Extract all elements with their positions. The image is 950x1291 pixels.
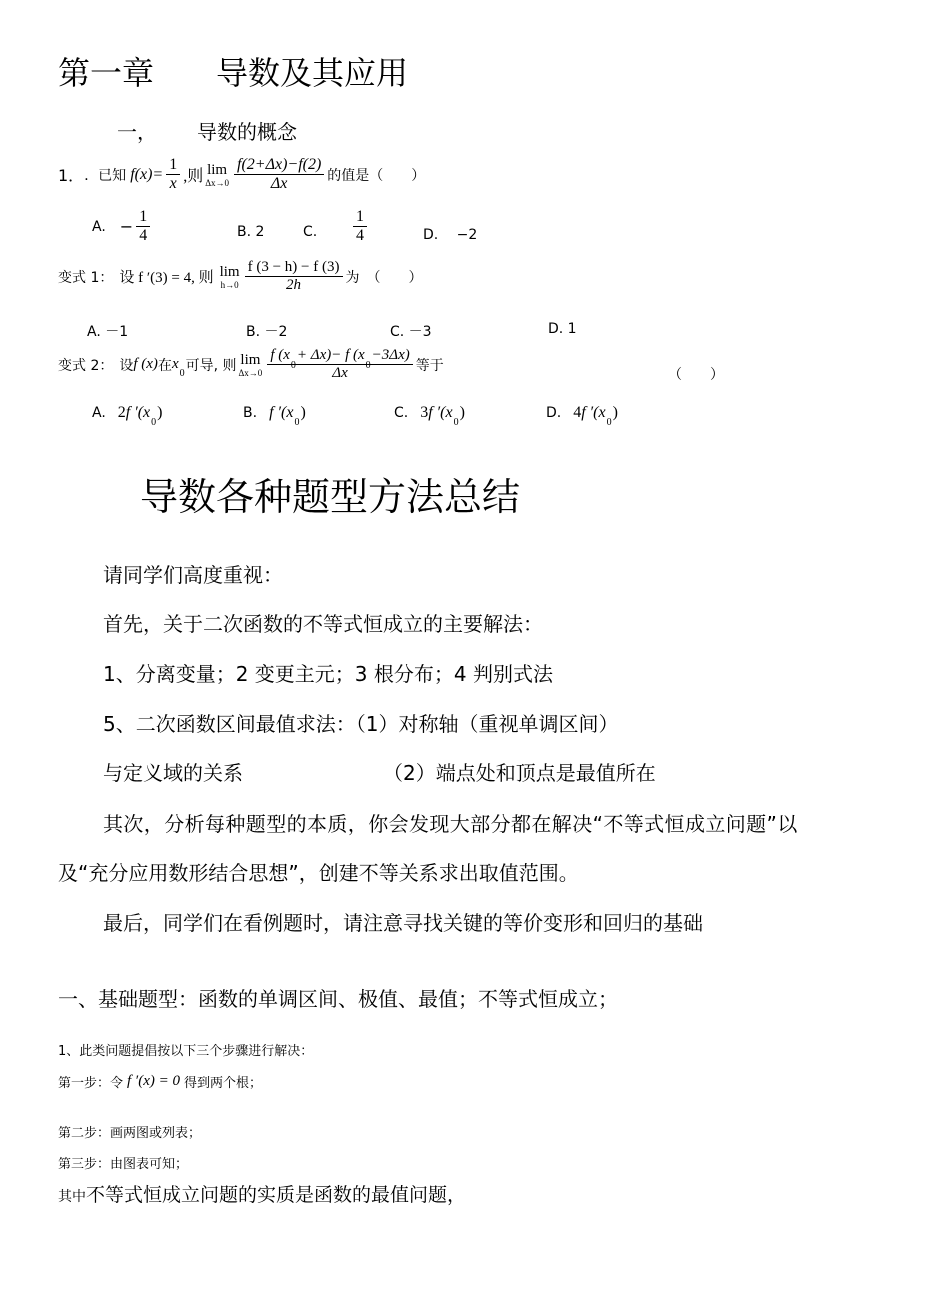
subscript: 0 <box>606 416 612 428</box>
question-number: 1． <box>58 166 85 186</box>
derivative: f ′(x <box>125 404 151 421</box>
denominator: 4 <box>139 227 148 245</box>
denominator: x <box>169 175 177 193</box>
coefficient: 2 <box>117 404 126 421</box>
numerator <box>267 347 412 371</box>
limit-operator: lim <box>240 351 261 368</box>
limit <box>205 162 229 188</box>
limit-subscript: Δx→0 <box>205 177 229 188</box>
subscript: 0 <box>294 416 300 428</box>
variant-1 <box>58 259 423 295</box>
step-prefix: 其中 <box>58 1189 86 1205</box>
variant-suffix: 为 （ ） <box>345 269 423 286</box>
function-def: f(x)= <box>130 165 164 183</box>
variant-label: 变式 2： <box>58 357 114 374</box>
option-label: D. <box>546 405 562 421</box>
numerator: f(2+Δx)−f(2) <box>234 156 324 175</box>
option-label: A. <box>92 405 106 421</box>
option-c-fraction <box>353 208 367 246</box>
option-b: B. －2 <box>246 324 288 340</box>
difference-quotient <box>267 347 412 383</box>
intro-line-2: 首先，关于二次函数的不等式恒成立的主要解法： <box>103 612 543 636</box>
option-b: B. 2 <box>237 224 265 240</box>
step-4 <box>58 1180 466 1207</box>
limit <box>220 264 240 290</box>
intro-line-1: 请同学们高度重视： <box>103 563 283 587</box>
section-number: 一， <box>117 120 157 144</box>
option-a <box>92 404 163 428</box>
chapter-number: 第一章 <box>58 54 155 92</box>
intro-line-6a: 其次，分析每种题型的本质，你会发现大部分都在解决“不等式恒成立问题”以 <box>103 812 798 836</box>
option-label: B. <box>243 405 258 421</box>
step-equation: f ′(x) = 0 <box>127 1073 180 1089</box>
close-paren: ) <box>157 404 163 421</box>
denominator: Δx <box>270 175 288 193</box>
numerator-part: f (x <box>270 347 290 363</box>
subscript: 0 <box>179 368 185 380</box>
option-d: D. 1 <box>548 321 577 337</box>
option-label: C. <box>394 405 409 421</box>
basic-heading: 一、基础题型：函数的单调区间、极值、最值；不等式恒成立； <box>58 987 618 1011</box>
subscript: 0 <box>151 416 157 428</box>
variant-suffix: 等于 <box>415 357 444 374</box>
question-1 <box>58 156 425 194</box>
limit-subscript: Δx→0 <box>238 367 263 378</box>
step-text: 不等式恒成立问题的实质是函数的最值问题， <box>86 1184 467 1206</box>
intro-line-6b: 及“充分应用数形结合思想”，创建不等关系求出取值范围。 <box>58 861 579 885</box>
denominator: Δx <box>332 365 348 382</box>
step-1 <box>58 1072 262 1091</box>
question-prefix: ．已知 <box>84 167 127 184</box>
step-label: 第一步：令 <box>58 1076 124 1091</box>
coefficient: 4 <box>573 404 582 421</box>
intro-line-5a: 与定义域的关系 <box>103 761 243 785</box>
close-paren: ) <box>459 404 465 421</box>
denominator: 4 <box>356 227 364 245</box>
derivative: f ′(x <box>269 404 294 421</box>
derivative: f ′(x <box>428 404 453 421</box>
option-b <box>243 404 306 428</box>
variant-label: 变式 1： <box>58 269 114 286</box>
step-intro: 1、此类问题提倡按以下三个步骤进行解决： <box>58 1044 314 1059</box>
subscript: 0 <box>365 360 371 371</box>
difference-quotient <box>245 259 343 295</box>
numerator: 1 <box>166 156 180 175</box>
premise-function: f (x) <box>133 356 158 373</box>
chapter-name: 导数及其应用 <box>216 54 409 92</box>
section-heading <box>117 116 297 145</box>
step-text: 得到两个根； <box>183 1076 262 1091</box>
limit-subscript: h→0 <box>220 279 239 290</box>
option-c-label: C. <box>303 224 318 240</box>
intro-line-4: 5、二次函数区间最值求法：（1）对称轴（重视单调区间） <box>103 712 619 736</box>
variant-premise: 设 f ′(3) = 4, 则 <box>119 270 214 287</box>
page-title: 导数各种题型方法总结 <box>140 475 521 519</box>
close-paren: ) <box>612 404 618 421</box>
limit-operator: lim <box>219 263 240 280</box>
difference-quotient <box>234 156 324 194</box>
section-name: 导数的概念 <box>197 120 297 144</box>
subscript: 0 <box>453 416 459 428</box>
option-c <box>394 404 465 428</box>
premise-text: 设 <box>119 357 134 374</box>
option-d: D. −2 <box>423 227 478 243</box>
intro-line-3: 1、分离变量；2 变更主元；3 根分布；4 判别式法 <box>103 662 553 686</box>
numerator: 1 <box>353 208 367 227</box>
minus-sign: − <box>119 217 134 237</box>
numerator: 1 <box>136 208 150 227</box>
variant-2 <box>58 347 444 383</box>
intro-line-5b: （2）端点处和顶点是最值所在 <box>383 761 656 785</box>
option-label: A. <box>92 218 106 235</box>
fraction <box>136 208 150 246</box>
limit <box>239 352 263 378</box>
answer-paren: （ ） <box>668 367 724 383</box>
denominator: 2h <box>286 277 302 294</box>
close-paren: ) <box>300 404 306 421</box>
chapter-heading <box>58 48 408 94</box>
step-2: 第二步：画两图或列表； <box>58 1126 202 1141</box>
derivative: f ′(x <box>581 404 606 421</box>
step-3: 第三步：由图表可知； <box>58 1157 189 1172</box>
coefficient: 3 <box>420 404 429 421</box>
numerator-part: + Δx)− f (x <box>296 347 365 363</box>
option-a <box>92 208 153 246</box>
option-d <box>546 404 618 428</box>
subscript: 0 <box>290 360 296 371</box>
question-suffix: 的值是（ ） <box>327 167 426 184</box>
limit-operator: lim <box>207 161 228 178</box>
then-text: ,则 <box>183 168 204 186</box>
fraction <box>166 156 180 194</box>
premise-text: 在 <box>157 357 172 374</box>
option-a: A. －1 <box>87 324 129 340</box>
premise-text: 可导, 则 <box>185 357 237 374</box>
intro-line-7: 最后，同学们在看例题时，请注意寻找关键的等价变形和回归的基础 <box>103 911 703 935</box>
numerator: f (3 − h) − f (3) <box>245 259 343 277</box>
numerator-part: −3Δx) <box>371 347 410 363</box>
option-c: C. －3 <box>390 324 432 340</box>
premise-point: x <box>171 356 179 373</box>
